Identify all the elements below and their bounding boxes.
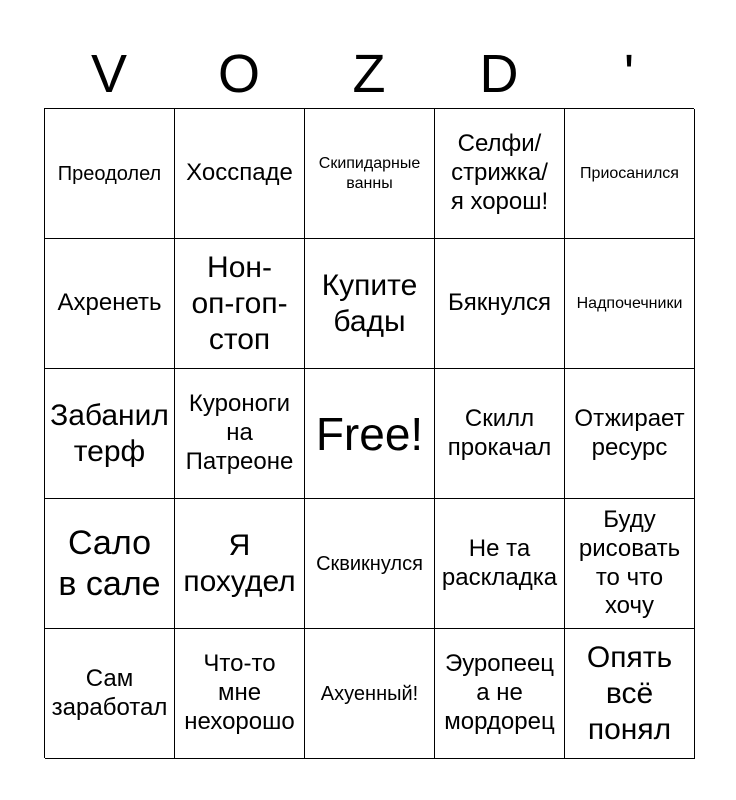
bingo-cell-text: Сало в сале bbox=[58, 523, 161, 603]
bingo-cell-r5c2[interactable] bbox=[175, 629, 305, 759]
bingo-cell-text: Что-то мне нехорошо bbox=[184, 650, 295, 735]
bingo-cell-text: Скилл прокачал bbox=[447, 404, 552, 461]
bingo-cell-text: Хосспаде bbox=[186, 159, 293, 187]
bingo-cell-r2c1[interactable] bbox=[45, 239, 175, 369]
bingo-cell-text: Нон- оп-гоп- стоп bbox=[191, 250, 288, 356]
bingo-cell-text: Купите бады bbox=[321, 268, 418, 338]
bingo-cell-r2c5[interactable] bbox=[565, 239, 695, 369]
bingo-cell-text: Скипидарные ванны bbox=[318, 155, 421, 192]
bingo-cell-r4c5[interactable] bbox=[565, 499, 695, 629]
bingo-cell-r1c5[interactable] bbox=[565, 109, 695, 239]
bingo-header bbox=[44, 40, 694, 108]
bingo-cell-text: Сам заработал bbox=[51, 664, 168, 721]
bingo-cell-text: Буду рисовать то что хочу bbox=[578, 505, 681, 620]
bingo-cell-r3c4[interactable] bbox=[435, 369, 565, 499]
header-letter-2: O bbox=[217, 44, 260, 104]
bingo-cell-r4c1[interactable] bbox=[45, 499, 175, 629]
header-letter-4: D bbox=[479, 44, 519, 104]
bingo-cell-r5c4[interactable] bbox=[435, 629, 565, 759]
bingo-cell-r4c4[interactable] bbox=[435, 499, 565, 629]
bingo-cell-r1c2[interactable] bbox=[175, 109, 305, 239]
bingo-cell-r2c3[interactable] bbox=[305, 239, 435, 369]
bingo-cell-r2c4[interactable] bbox=[435, 239, 565, 369]
header-letter-5: ' bbox=[623, 44, 635, 104]
bingo-cell-text: Бякнулся bbox=[448, 289, 551, 317]
bingo-cell-r3c5[interactable] bbox=[565, 369, 695, 499]
bingo-cell-r5c5[interactable] bbox=[565, 629, 695, 759]
bingo-cell-text: Эуропеец а не мордорец bbox=[444, 650, 555, 735]
bingo-cell-text: Куроноги на Патреоне bbox=[185, 390, 294, 475]
bingo-cell-text: Ахренеть bbox=[57, 289, 162, 317]
bingo-cell-r1c1[interactable] bbox=[45, 109, 175, 239]
bingo-cell-text: Не та раскладка bbox=[441, 534, 558, 591]
bingo-cell-text: Приосанился bbox=[580, 164, 679, 182]
bingo-cell-r4c3[interactable] bbox=[305, 499, 435, 629]
bingo-cell-r1c4[interactable] bbox=[435, 109, 565, 239]
header-letter-3: Z bbox=[352, 44, 386, 104]
bingo-cell-text: Селфи/ стрижка/ я хорош! bbox=[450, 130, 549, 215]
bingo-cell-text: Отжирает ресурс bbox=[574, 404, 685, 461]
bingo-cell-r4c2[interactable] bbox=[175, 499, 305, 629]
bingo-cell-text: Преодолел bbox=[57, 162, 162, 185]
free-space-text: Free! bbox=[315, 407, 424, 460]
bingo-cell-r3c2[interactable] bbox=[175, 369, 305, 499]
bingo-cell-r2c2[interactable] bbox=[175, 239, 305, 369]
header-letter-1: V bbox=[90, 44, 128, 104]
bingo-cell-r3c1[interactable] bbox=[45, 369, 175, 499]
bingo-cell-text: Опять всё понял bbox=[586, 640, 673, 746]
bingo-cell-text: Ахуенный! bbox=[320, 682, 419, 705]
bingo-cell-r5c3[interactable] bbox=[305, 629, 435, 759]
bingo-cell-text: Забанил терф bbox=[50, 398, 169, 468]
bingo-cell-text: Я похудел bbox=[183, 528, 296, 598]
bingo-cell-r1c3[interactable] bbox=[305, 109, 435, 239]
bingo-cell-r5c1[interactable] bbox=[45, 629, 175, 759]
bingo-cell-text: Сквикнулся bbox=[316, 552, 423, 575]
bingo-free-space[interactable] bbox=[305, 369, 435, 499]
bingo-board bbox=[44, 108, 694, 758]
bingo-cell-text: Надпочечники bbox=[576, 294, 683, 312]
